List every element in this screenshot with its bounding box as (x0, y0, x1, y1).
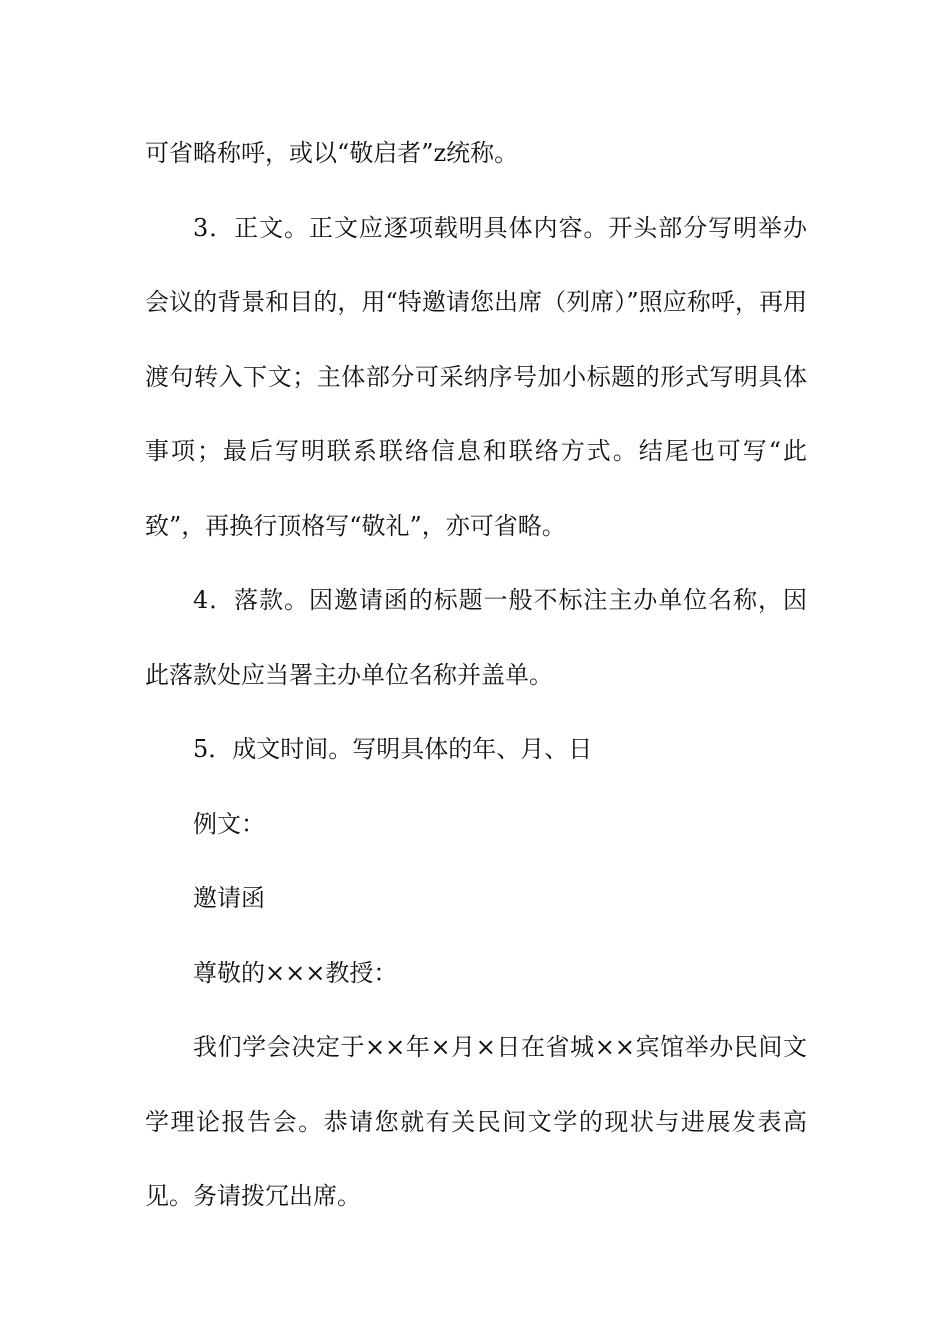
paragraph-example-label: 例文： (193, 809, 265, 838)
document-body (145, 116, 807, 1234)
paragraph-date-section: 5．成文时间。写明具体的年、月、日 (193, 735, 593, 763)
paragraph-salutation-note: 可省略称呼，或以“敬启者”z统称。 (145, 139, 519, 167)
example-body: 我们学会决定于××年×月×日在省城××宾馆举办民间文学理论报告会。恭请您就有关民间文学的现状与进展发表高见。务请拨冗出席。 (145, 1033, 807, 1210)
example-salutation: 尊敬的×××教授： (193, 958, 398, 987)
paragraph-body-section: 3．正文。正文应逐项载明具体内容。开头部分写明举办会议的背景和目的，用“特邀请您出席（列席）”照应称呼，再用渡句转入下文；主体部分可采纳序号加小标题的形式写明具体事项；最后写明联系联络信息和联络方式。结尾也可写“此致”，再换行顶格写“敬礼”，亦可省略。 (145, 213, 807, 540)
example-title: 邀请函 (193, 884, 265, 912)
paragraph-signature-section: 4．落款。因邀请函的标题一般不标注主办单位名称，因此落款处应当署主办单位名称并盖单。 (145, 586, 807, 689)
